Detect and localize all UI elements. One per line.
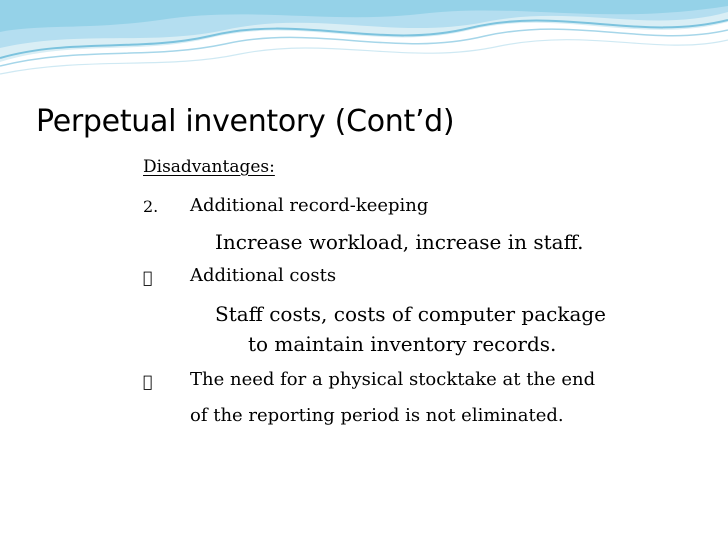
list-item-additional-costs: Additional costs xyxy=(190,265,337,286)
list-item-physical-stocktake-continued: of the reporting period is not eliminated. xyxy=(190,405,564,426)
list-item-detail: Increase workload, increase in staff. xyxy=(215,230,584,254)
bullet-marker xyxy=(143,268,153,287)
disadvantages-heading: Disadvantages: xyxy=(143,157,275,177)
list-number-marker: 2. xyxy=(143,197,159,216)
list-item-record-keeping: Additional record-keeping xyxy=(190,195,429,216)
bullet-marker xyxy=(143,372,153,391)
slide-title: Perpetual inventory (Cont’d) xyxy=(36,104,455,139)
decorative-wave-header xyxy=(0,0,728,90)
list-item-detail: to maintain inventory records. xyxy=(248,332,557,356)
list-item-physical-stocktake: The need for a physical stocktake at the end xyxy=(190,369,596,390)
list-item-detail: Staff costs, costs of computer package xyxy=(215,302,607,326)
